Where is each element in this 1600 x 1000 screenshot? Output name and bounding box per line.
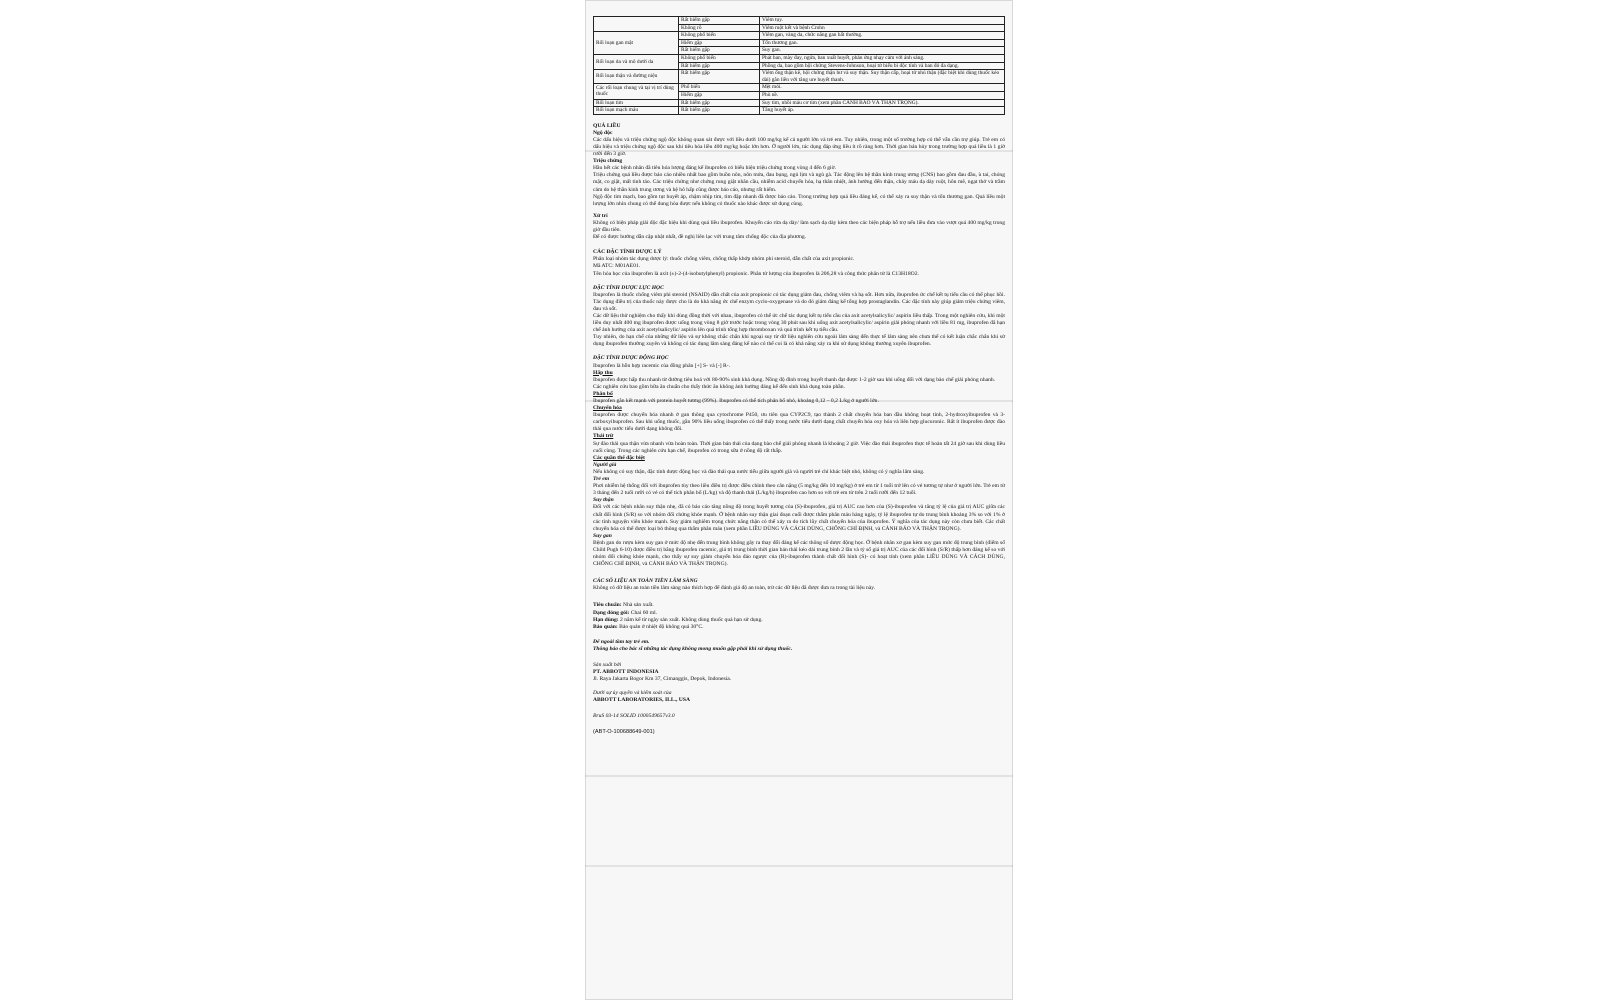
table-row	[594, 84, 1005, 92]
standard-value: Nhà sản xuất.	[621, 602, 654, 609]
organ-class-cell: Rối loạn da và mô dưới da	[594, 54, 679, 69]
organ-class-cell	[594, 17, 679, 32]
document-page	[585, 0, 1013, 1000]
hepatic-heading: Suy gan	[593, 532, 612, 539]
pharmacodynamics-text: Ibuprofen là thuốc chống viêm phi steroid (NSAID) dẫn chất của axit propionic có tác dụng giảm đau, chống viêm và hạ sốt. Hơn nữa, ibuprofen ức chế kết tụ tiểu cầu có thể phục hồi. Tác dụng điều trị của thuốc này được cho là do khả năng ức chế enzym cyclo-oxygenase và do đó giảm đáng kể tổng hợp prostaglandin. Các đặc tính này giúp giảm triệu chứng viêm, đau và sốt.	[593, 291, 1005, 312]
treatment-heading: Xử trí	[593, 212, 608, 219]
effect-cell: Viêm ống thận kẽ, hội chứng thận hư và suy thận. Suy thận cấp, hoại tử nhú thận (đặc biệt khi dùng thuốc kéo dài) gắn liền với tăng ure huyết thanh.	[760, 70, 1005, 84]
effect-cell: Phù nề.	[760, 91, 1005, 99]
frequency-cell: Rất hiếm gặp	[679, 99, 760, 107]
effect-cell: Viêm tụy.	[760, 17, 1005, 25]
storage-line	[593, 624, 1005, 631]
frequency-cell: Rất hiếm gặp	[679, 17, 760, 25]
chemical-name: Tên hóa học của ibuprofen là axit (±)-2-(4-isobutylphenyl) propionic. Phân tử lượng của ibuprofen là 206,28 và công thức phân tử là C13H18O2.	[593, 270, 919, 277]
storage-label: Bảo quản:	[593, 623, 618, 630]
document-id: (ABT-O-100688649-001)	[593, 728, 655, 735]
storage-value: Bảo quản ở nhiệt độ không quá 30°C.	[617, 623, 704, 630]
pharmacology-heading: CÁC ĐẶC TÍNH DƯỢC LÝ	[593, 249, 662, 256]
absorption-text: Các nghiên cứu bao gồm bữa ăn chuẩn cho thấy thức ăn không ảnh hưởng đáng kể đến sinh khả dụng toàn phần.	[593, 383, 845, 390]
effect-cell: Phồng da, bao gồm hội chứng Stevens-Johnson, hoại tử biểu bì độc tính và ban đỏ đa dạng.	[760, 62, 1005, 70]
frequency-cell: Hiếm gặp	[679, 39, 760, 47]
frequency-cell: Không phổ biến	[679, 54, 760, 62]
pharmacokinetics-intro: Ibuprofen là hỗn hợp racemic của đồng phân [+] S- và [-] R-.	[593, 362, 731, 369]
package-label: Dạng đóng gói:	[593, 609, 630, 616]
frequency-cell: Hiếm gặp	[679, 91, 760, 99]
distribution-text: Ibuprofen gắn kết mạnh với protein huyết tương (99%). Ibuprofen có thể tích phân bố nhỏ, khoảng 0,12 – 0,2 L/kg ở người lớn.	[593, 398, 879, 404]
document-code: BruS 03-14 SOLID 1000549657v3.0	[593, 713, 675, 720]
frequency-cell: Rất hiếm gặp	[679, 70, 760, 84]
expiry-label: Hạn dùng:	[593, 616, 619, 623]
warning-report: Thông báo cho bác sĩ những tác dụng không mong muốn gặp phải khi sử dụng thuốc.	[593, 645, 793, 652]
metabolism-heading: Chuyển hóa	[593, 405, 622, 412]
treatment-text: Không có biện pháp giải độc đặc hiệu khi dùng quá liều ibuprofen. Khuyến cáo rửa dạ dày/ làm sạch dạ dày kèm theo các biện pháp hỗ trợ nếu liều đưa vào vượt quá 400 mg/kg trong giờ đầu tiên.	[593, 219, 1005, 234]
document-body	[593, 16, 1005, 736]
manufacturer-address: Jl. Raya Jakarta Bogor Km 37, Cimanggis, Depok, Indonesia.	[593, 676, 732, 683]
elimination-text: Sự đào thải qua thận vừa nhanh vừa hoàn toàn. Thời gian bán thải của dạng bào chế giải phóng nhanh là khoảng 2 giờ. Việc đào thải ibuprofen thực tế hoàn tất 24 giờ sau khi dùng liều cuối cùng. Trong các nghiên cứu hạn chế, ibuprofen có trong sữa ở nồng độ rất thấp.	[593, 440, 1005, 454]
pharmacokinetics-heading: ĐẶC TÍNH DƯỢC ĐỘNG HỌC	[593, 355, 669, 362]
organ-class-cell: Rối loạn mạch máu	[594, 107, 679, 115]
elderly-text: Nếu không có suy thận, đặc tính dược động học và đào thải qua nước tiểu giữa người già và người trẻ chỉ khác biệt nhỏ, không có ý nghĩa lâm sàng.	[593, 468, 925, 475]
absorption-heading: Hấp thu	[593, 369, 613, 376]
effect-cell: Suy tim, nhồi máu cơ tim (xem phần CẢNH BÁO VÀ THẬN TRỌNG).	[760, 99, 1005, 107]
organ-class-cell: Rối loạn thận và đường niệu	[594, 70, 679, 84]
table-row	[594, 17, 1005, 25]
symptom-text: Hầu hết các bệnh nhân đã tiêu hóa lượng đáng kể ibuprofen có biểu hiện triệu chứng trong vòng 4 đến 6 giờ.	[593, 165, 836, 172]
pharmacodynamics-text: Tuy nhiên, do hạn chế của những dữ liệu và sự không chắc chắn khi ngoại suy từ dữ liệu nghiên cứu ngoài lâm sàng đến thực tế lâm sàng nên chưa thể có kết luận chắc chắn khi sử dụng ibuprofen thường xuyên và không có tác dụng lâm sàng đáng kể nào có thể coi là có khả năng xảy ra khi sử dụng không thường xuyên ibuprofen.	[593, 334, 1005, 348]
renal-heading: Suy thận	[593, 497, 614, 504]
made-by-label: Sản xuất bởi	[593, 662, 622, 668]
table-row	[594, 107, 1005, 115]
elimination-heading: Thải trừ	[593, 433, 614, 440]
adverse-effects-table	[593, 16, 1005, 115]
effect-cell: Mệt mỏi.	[760, 84, 1005, 92]
frequency-cell: Rất hiếm gặp	[679, 107, 760, 115]
absorption-text: Ibuprofen được hấp thu nhanh từ đường tiêu hoá với 80-90% sinh khả dụng. Nồng độ đỉnh trong huyết thanh đạt được 1-2 giờ sau khi uống đối với dạng bào chế giải phóng nhanh.	[593, 376, 996, 383]
safety-heading: CÁC SỐ LIỆU AN TOÀN TIỀN LÂM SÀNG	[593, 578, 698, 585]
symptom-text: Ngộ độc tim mạch, bao gồm tụt huyết áp, chậm nhịp tim, tim đập nhanh đã được báo cáo. Trong trường hợp quá liều đáng kể, có thể xảy ra suy thận và tổn thương gan. Quá liều một lượng lớn nhìn chung có thể dung hòa được nếu không có thuốc nào khác được sử dụng cùng.	[593, 193, 1005, 207]
atc-code: Mã ATC: M01AE01.	[593, 263, 641, 270]
package-value: Chai 60 ml.	[629, 609, 658, 616]
organ-class-cell: Các rối loạn chung và tại vị trí dùng thuốc	[594, 84, 679, 99]
table-row	[594, 54, 1005, 62]
overdose-heading: QUÁ LIỀU	[593, 122, 621, 129]
effect-cell: Viêm gan, vàng da, chức năng gan bất thường.	[760, 32, 1005, 40]
licensor-name: ABBOTT LABORATORIES, ILL., USA	[593, 697, 690, 704]
pharmacodynamics-heading: ĐẶC TÍNH DƯỢC LỰC HỌC	[593, 284, 664, 291]
symptom-text: Triệu chứng quá liều được báo cáo nhiều nhất bao gồm buồn nôn, nôn mửa, đau bụng, ngủ lịm và ngủ gà. Tác động lên hệ thần kinh trung ương (CNS) bao gồm đau đầu, ù tai, chóng mặt, co giật, mất tinh táo. Các triệu chứng như chứng rung giật nhãn cầu, nhiễm acid chuyển hóa, hạ thân nhiệt, ảnh hưởng đến thận, chảy máu dạ dày ruột, hôn mê, ngạt thở và trầm cảm do hệ thần kinh trung ương và hệ hô hấp cũng được báo cáo, nhưng rất hiếm.	[593, 172, 1005, 193]
metabolism-text: Ibuprofen được chuyển hóa nhanh ở gan thông qua cytochrome P450, ưu tiên qua CYP2C9, tạo thành 2 chất chuyển hóa ban đầu không hoạt tính, 2-hydroxyibuprofen và 3-carboxyibuprofen. Sau khi uống thuốc, gần 90% liều uống ibuprofen có thể thấy trong nước tiểu dưới dạng chất chuyển hóa oxy hóa và liên hợp glucuronic. Rất ít ibuprofen được đào thải qua nước tiểu dưới dạng không đổi.	[593, 412, 1005, 433]
paper-crease	[585, 775, 1013, 777]
paper-crease	[585, 865, 1013, 867]
frequency-cell: Phổ biến	[679, 84, 760, 92]
effect-cell: Tổn thương gan.	[760, 39, 1005, 47]
expiry-line	[593, 617, 1005, 624]
effect-cell: Suy gan.	[760, 47, 1005, 55]
license-label: Dưới sự ủy quyền và kiểm soát của	[593, 690, 672, 697]
standard-line	[593, 602, 1005, 609]
warning-children: Để ngoài tầm tay trẻ em.	[593, 638, 650, 645]
expiry-value: 2 năm kể từ ngày sản xuất. Không dùng thuốc quá hạn sử dụng.	[618, 616, 763, 623]
renal-text: Đối với các bệnh nhân suy thận nhẹ, đã có báo cáo tăng nồng độ trong huyết tương của (S)-ibuprofen, giá trị AUC cao hơn của (S)-ibuprofen và tăng tỷ lệ của giá trị AUC giữa các chất đối hình (S/R) so với nhóm đối chứng khỏe mạnh. Ở bệnh nhân suy thận giai đoạn cuối được thẩm phân máu hàng ngày, tỷ lệ ibuprofen tự do trung bình khoảng 3% so với 1% ở các tình nguyện viên khỏe mạnh. Suy giảm nghiêm trọng chức năng thận có thể xảy ra do tích lũy chất chuyển hóa của ibuprofen. Ý nghĩa của tác dụng này còn chưa biết. Các chất chuyển hóa có thể được loại bỏ thông qua thẩm phân máu (xem phần LIỀU DÙNG VÀ CÁCH DÙNG, CHỐNG CHỈ ĐỊNH, và CẢNH BÁO VÀ THẬN TRỌNG).	[593, 504, 1005, 532]
poison-text: Các dấu hiệu và triệu chứng ngộ độc không quan sát được với liều dưới 100 mg/kg kể cả người lớn và trẻ em. Tuy nhiên, trong một số trường hợp có thể vẫn cần trợ giúp. Trẻ em có dấu hiệu và triệu chứng ngộ độc sau khi tiêu hóa liều 400 mg/kg hoặc lớn hơn. Ở người lớn, tác dụng đáp ứng liều ít rõ ràng hơn. Thời gian bán hủy trong trường hợp quá liều là 1 giờ rưỡi đến 3 giờ.	[593, 136, 1005, 158]
special-populations-heading: Các quần thể đặc biệt	[593, 454, 645, 461]
table-row	[594, 70, 1005, 84]
frequency-cell: Không phổ biến	[679, 32, 760, 40]
children-text: Phơi nhiễm hệ thống đối với ibuprofen tùy theo liều điều trị được điều chỉnh theo cân nặng (5 mg/kg đến 10 mg/kg) ở trẻ em từ 1 tuổi trở lên có vẻ tương tự như ở người lớn. Trẻ em từ 3 tháng đến 2 tuổi rưỡi có vẻ có thể tích phân bố (L/kg) và độ thanh thải (L/kg/h) ibuprofen cao hơn so với trẻ em từ trên 2 tuổi rưỡi đến 12 tuổi.	[593, 483, 1005, 497]
symptom-heading: Triệu chứng	[593, 158, 623, 165]
effect-cell: Tăng huyết áp.	[760, 107, 1005, 115]
frequency-cell: Rất hiếm gặp	[679, 62, 760, 70]
distribution-heading: Phân bố	[593, 390, 613, 397]
treatment-text: Để có được hướng dẫn cập nhật nhất, đề nghị liên lạc với trung tâm chống độc của địa phương.	[593, 234, 807, 241]
pharmacology-text: Phân loại nhóm tác dụng dược lý: thuốc chống viêm, chống thấp khớp nhóm phi steroid, dẫn chất của axit propionic.	[593, 256, 855, 263]
elderly-heading: Người già	[593, 461, 617, 468]
organ-class-cell: Rối loạn tim	[594, 99, 679, 107]
manufacturer-name: PT. ABBOTT INDONESIA	[593, 669, 659, 676]
table-row	[594, 99, 1005, 107]
pharmacodynamics-text: Các dữ liệu thử nghiệm cho thấy khi dùng đồng thời với nhau, ibuprofen có thể ức chế tác dụng kết tụ tiểu cầu của axit acetylsalicylic/ aspirin liều thấp. Trong một nghiên cứu, khi một liều duy nhất 400 mg ibuprofen được uống trong vòng 8 giờ trước hoặc trong vòng 30 phút sau khi uống axit acetylsalicylic/ aspirin giải phóng nhanh với liều 81 mg, ibuprofen đã hạn chế ảnh hưởng của axit acetylsalicylic/ aspirin lên quá trình tổng hợp thromboxan và quá trình kết tụ tiểu cầu.	[593, 312, 1005, 334]
children-heading: Trẻ em	[593, 476, 610, 483]
frequency-cell: Không rõ	[679, 24, 760, 32]
effect-cell: Viêm ruột kết và bệnh Crohn	[760, 24, 1005, 32]
effect-cell: Phát ban, mày đay, ngứa, ban xuất huyết, phản ứng nhạy cảm với ánh sáng.	[760, 54, 1005, 62]
poison-heading: Ngộ độc	[593, 129, 613, 136]
package-line	[593, 610, 1005, 617]
frequency-cell: Rất hiếm gặp	[679, 47, 760, 55]
safety-text: Không có dữ liệu an toàn tiền lâm sàng nào thích hợp để đánh giá độ an toàn, trừ các dữ liệu đã được đưa ra trong tài liệu này.	[593, 585, 876, 592]
organ-class-cell: Rối loạn gan mật	[594, 32, 679, 55]
standard-label: Tiêu chuẩn:	[593, 602, 622, 609]
table-row	[594, 32, 1005, 40]
hepatic-text: Bệnh gan do rượu kèm suy gan ở mức độ nhẹ đến trung bình không gây ra thay đổi đáng kể các thông số dược động học. Ở bệnh nhân xơ gan kèm suy gan mức độ trung bình (điểm số Child Pugh 6-10) được điều trị bằng ibuprofen racemic, giá trị trung bình thời gian bán thải kéo dài trung bình 2 lần và tỷ số giá trị AUC của các đối hình (S/R) thấp hơn đáng kể so với nhóm đối chứng khỏe mạnh, cho thấy sự suy giảm chuyển hóa đảo ngược của (R)-ibuprofen thành chất đối hình (S)- có hoạt tính (xem phần LIỀU DÙNG VÀ CÁCH DÙNG, CHỐNG CHỈ ĐỊNH, và CẢNH BÁO VÀ THẬN TRỌNG).	[593, 539, 1005, 568]
